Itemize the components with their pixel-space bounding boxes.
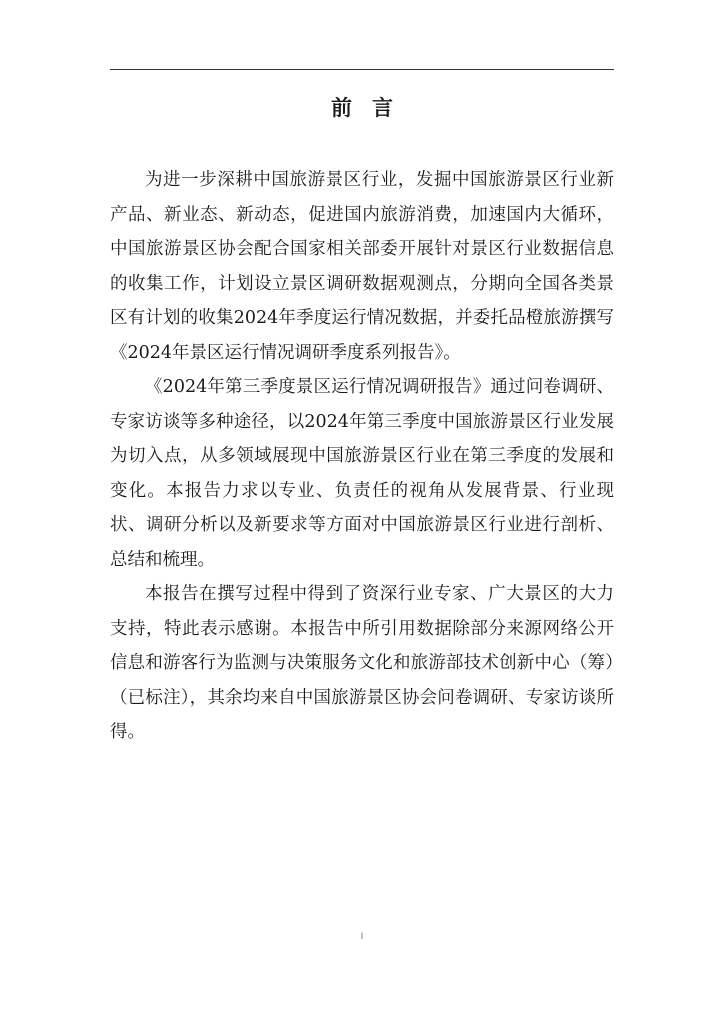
page-number: I bbox=[360, 932, 364, 942]
paragraph-3: 本报告在撰写过程中得到了资深行业专家、广大景区的大力支持，特此表示感谢。本报告中所引用数据除部分来源网络公开信息和游客行为监测与决策服务文化和旅游部技术创新中心（筹）（已标注），其余均来自中国旅游景区协会问卷调研、专家访谈所得。 bbox=[110, 584, 614, 742]
page-title: 前言 bbox=[331, 96, 413, 120]
preface-body bbox=[110, 163, 614, 750]
paragraph-2: 《2024年第三季度景区运行情况调研报告》通过问卷调研、专家访谈等多种途径，以2024年第三季度中国旅游景区行业发展为切入点，从多领域展现中国旅游景区行业在第三季度的发展和变化。本报告力求以专业、负责任的视角从发展背景、行业现状、调研分析以及新要求等方面对中国旅游景区行业进行剖析、总结和梳理。 bbox=[110, 377, 614, 570]
paragraph-1: 为进一步深耕中国旅游景区行业，发掘中国旅游景区行业新产品、新业态、新动态，促进国内旅游消费，加速国内大循环，中国旅游景区协会配合国家相关部委开展针对景区行业数据信息的收集工作，计划设立景区调研数据观测点，分期向全国各类景区有计划的收集2024年季度运行情况数据，并委托品橙旅游撰写《2024年景区运行情况调研季度系列报告》。 bbox=[110, 170, 614, 363]
header-rule bbox=[110, 69, 614, 70]
